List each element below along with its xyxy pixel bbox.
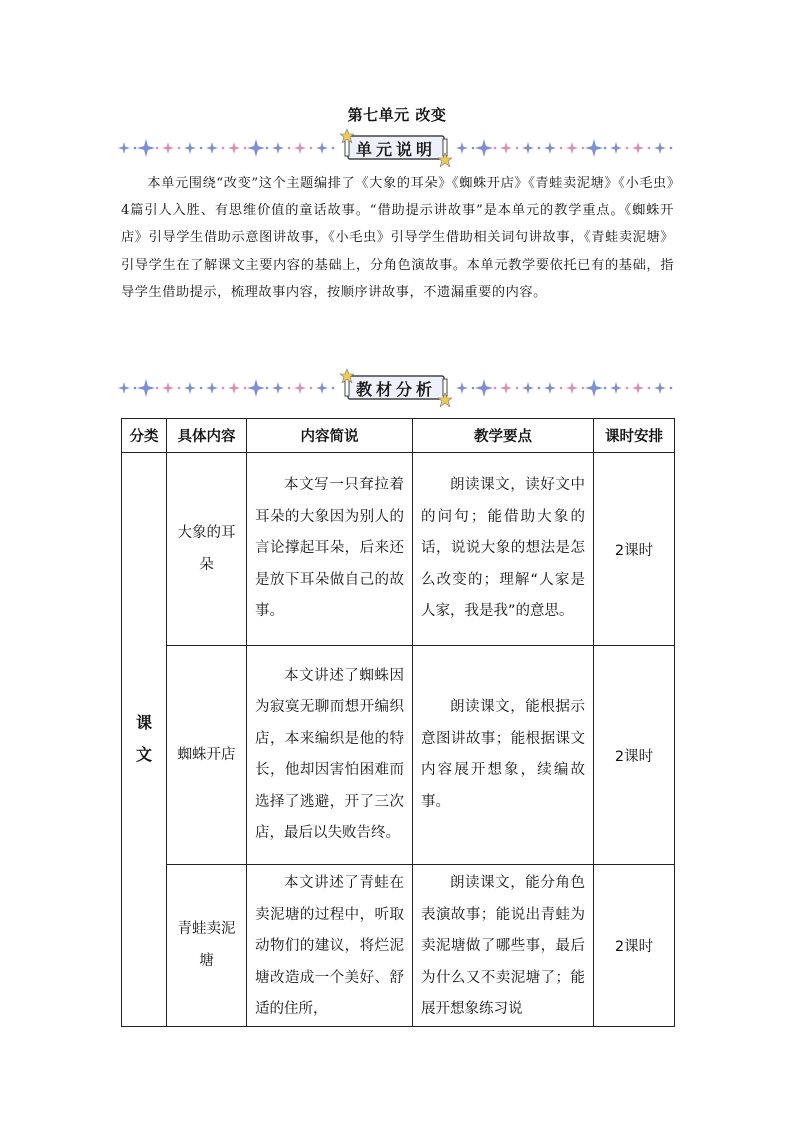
sparkle-dot [156, 387, 159, 390]
section-banner-textbook-analysis [118, 371, 676, 405]
sparkle-dot [134, 147, 137, 150]
section-badge-label: 教材分析 [355, 380, 436, 399]
table-header-row [122, 419, 675, 453]
sparkle-dot [582, 387, 585, 390]
sparkle-icon [475, 139, 493, 157]
sparkle-dot [222, 387, 225, 390]
sparkle-dot [310, 387, 313, 390]
sparkle-icon [585, 139, 603, 157]
section-banner-unit-description [118, 131, 676, 165]
lesson-key-points: 朗读课文，能分角色表演故事；能说出青蛙为卖泥塘做了哪些事，最后为什么又不卖泥塘了；能展开想象练习说 [413, 865, 594, 1027]
sparkle-icon [316, 142, 328, 154]
table-row [122, 865, 675, 1027]
sparkle-icon [522, 142, 534, 154]
sparkle-icon [118, 382, 130, 394]
sparkle-dot [288, 147, 291, 150]
header-key-points: 教学要点 [413, 419, 594, 453]
sparkle-icon [566, 142, 578, 154]
sparkle-dot [604, 387, 607, 390]
sparkle-dot [648, 387, 651, 390]
sparkle-icon [500, 142, 512, 154]
sparkle-icon [228, 382, 240, 394]
star-icon [438, 393, 452, 407]
lesson-name: 大象的耳朵 [167, 453, 247, 646]
table-row [122, 646, 675, 865]
sparkle-dot [516, 387, 519, 390]
sparkle-icon [162, 382, 174, 394]
sparkle-dot [494, 147, 497, 150]
sparkle-icon [118, 142, 130, 154]
section-badge-label: 单元说明 [355, 140, 436, 159]
header-summary: 内容简说 [247, 419, 413, 453]
lesson-key-points: 朗读课文，读好文中的问句；能借助大象的话，说说大象的想法是怎么改变的；理解“人家是人家，我是我”的意思。 [413, 453, 594, 646]
lesson-name: 青蛙卖泥塘 [167, 865, 247, 1027]
lesson-key-points: 朗读课文，能根据示意图讲故事；能根据课文内容展开想象，续编故事。 [413, 646, 594, 865]
header-category: 分类 [122, 419, 167, 453]
sparkle-icon [544, 142, 556, 154]
sparkle-dot [266, 147, 269, 150]
sparkle-icon [654, 382, 666, 394]
sparkle-icon [294, 382, 306, 394]
sparkle-icon [456, 382, 468, 394]
lesson-hours: 2课时 [594, 646, 675, 865]
sparkle-icon [566, 382, 578, 394]
sparkle-dot [560, 147, 563, 150]
lesson-summary: 本文写一只耷拉着耳朵的大象因为别人的言论撑起耳朵，后来还是放下耳朵做自己的故事。 [247, 453, 413, 646]
sparkle-dot [134, 387, 137, 390]
sparkle-dot [582, 147, 585, 150]
analysis-table [121, 418, 675, 1027]
sparkle-dot [288, 387, 291, 390]
sparkle-dot [670, 147, 673, 150]
star-icon [340, 129, 354, 143]
sparkle-icon [316, 382, 328, 394]
sparkle-icon [475, 379, 493, 397]
sparkle-dot [178, 147, 181, 150]
header-hours: 课时安排 [594, 419, 675, 453]
sparkle-dot [266, 387, 269, 390]
sparkle-dot [604, 147, 607, 150]
table-row [122, 453, 675, 646]
sparkle-icon [632, 382, 644, 394]
sparkle-icon [294, 142, 306, 154]
category-cell [122, 453, 167, 1027]
section-badge [344, 373, 448, 401]
lesson-hours: 2课时 [594, 453, 675, 646]
sparkle-dot [310, 147, 313, 150]
sparkle-dot [626, 147, 629, 150]
sparkle-dot [626, 387, 629, 390]
lesson-summary: 本文讲述了蜘蛛因为寂寞无聊而想开编织店，本来编织是他的特长，他却因害怕困难而选择了逃避，开了三次店，最后以失败告终。 [247, 646, 413, 865]
sparkle-dot [244, 387, 247, 390]
sparkle-icon [456, 142, 468, 154]
unit-description-text: 本单元围绕“改变”这个主题编排了《大象的耳朵》《蜘蛛开店》《青蛙卖泥塘》《小毛虫》4篇引人入胜、有思维价值的童话故事。“借助提示讲故事”是本单元的教学重点。《蜘蛛开店》引导学生借助示意图讲故事，《小毛虫》引导学生借助相关词句讲故事，《青蛙卖泥塘》引导学生在了解课文主要内容的基础上，分角色演故事。本单元教学要依托已有的基础，指导学生借助提示，梳理故事内容，按顺序讲故事，不遗漏重要的内容。 [121, 176, 674, 300]
sparkle-icon [544, 382, 556, 394]
sparkle-icon [272, 142, 284, 154]
section-badge [344, 133, 448, 161]
sparkle-icon [585, 379, 603, 397]
sparkle-dot [670, 387, 673, 390]
sparkle-dot [538, 147, 541, 150]
sparkle-icon [610, 382, 622, 394]
category-label: 课文 [135, 713, 152, 765]
sparkle-icon [247, 139, 265, 157]
sparkle-icon [184, 382, 196, 394]
sparkle-dot [538, 387, 541, 390]
sparkle-icon [632, 142, 644, 154]
page-title: 第七单元 改变 [347, 106, 447, 124]
sparkle-icon [654, 142, 666, 154]
lesson-summary: 本文讲述了青蛙在卖泥塘的过程中，听取动物们的建议，将烂泥塘改造成一个美好、舒适的住所， [247, 865, 413, 1027]
sparkle-dot [332, 387, 335, 390]
header-content: 具体内容 [167, 419, 247, 453]
sparkle-icon [137, 379, 155, 397]
sparkle-dot [648, 147, 651, 150]
sparkle-dot [156, 147, 159, 150]
sparkle-dot [332, 147, 335, 150]
sparkle-dot [516, 147, 519, 150]
star-icon [438, 153, 452, 167]
sparkle-icon [162, 142, 174, 154]
sparkle-icon [610, 142, 622, 154]
sparkle-dot [244, 147, 247, 150]
sparkle-icon [522, 382, 534, 394]
sparkle-dot [560, 387, 563, 390]
sparkle-icon [206, 382, 218, 394]
sparkle-icon [500, 382, 512, 394]
sparkle-dot [472, 387, 475, 390]
sparkle-dot [472, 147, 475, 150]
star-icon [340, 369, 354, 383]
sparkle-dot [200, 147, 203, 150]
lesson-name: 蜘蛛开店 [167, 646, 247, 865]
sparkle-dot [494, 387, 497, 390]
sparkle-dot [200, 387, 203, 390]
sparkle-icon [247, 379, 265, 397]
sparkle-dot [222, 147, 225, 150]
sparkle-icon [184, 142, 196, 154]
sparkle-icon [206, 142, 218, 154]
sparkle-icon [228, 142, 240, 154]
lesson-hours: 2课时 [594, 865, 675, 1027]
sparkle-icon [137, 139, 155, 157]
sparkle-dot [178, 387, 181, 390]
sparkle-icon [272, 382, 284, 394]
